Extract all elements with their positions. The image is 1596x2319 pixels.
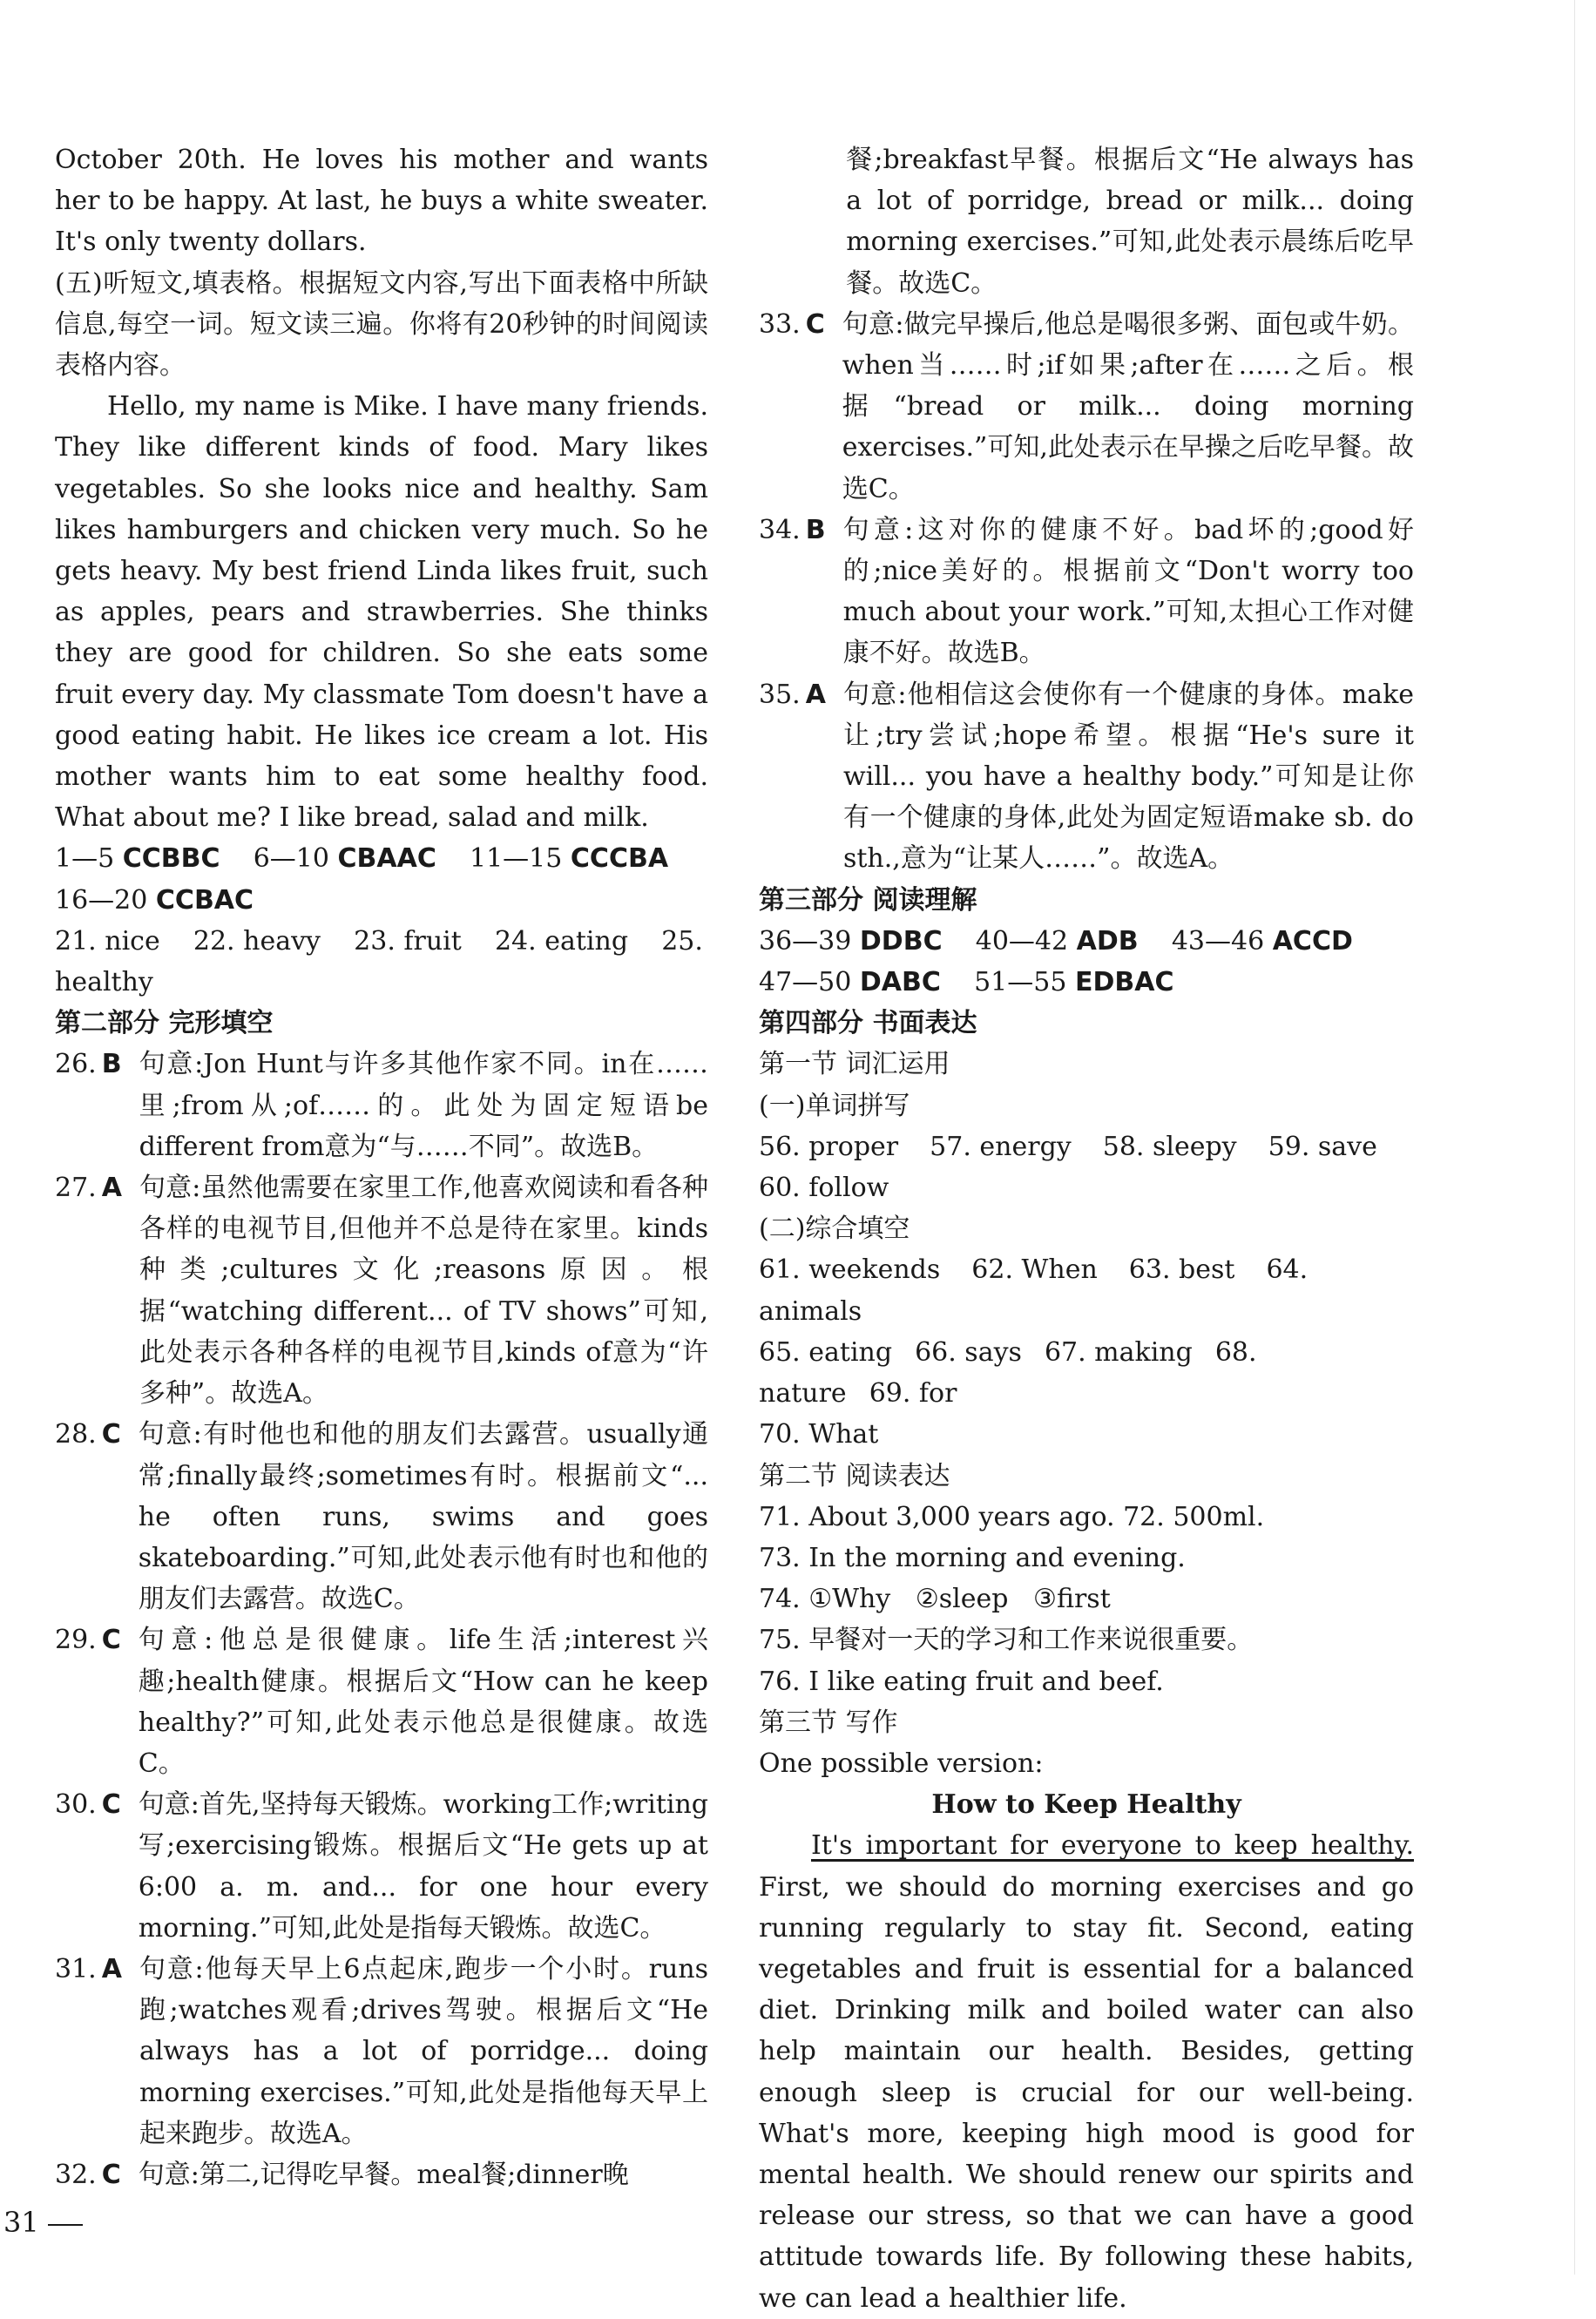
essay-title: How to Keep Healthy: [931, 1789, 1241, 1821]
explanation-q27: 27. A 句意:虽然他需要在家里工作,他喜欢阅读和看各种各样的电视节目,但他并不总是待在家里。kinds种类;cultures文化;reasons原因。根据“watching different... of TV shows”可知,此处表示各种各样的电视节目,kinds of意为“许多种”。故选A。: [55, 1173, 708, 1410]
part3-title: 第三部分 阅读理解: [759, 884, 977, 916]
page-number-dash: [48, 2224, 83, 2226]
answer-74: 74. ①Why ②sleep ③first: [759, 1584, 1111, 1615]
explanation-q31: 31. A 句意:他每天早上6点起床,跑步一个小时。runs跑;watches观看;drives驾驶。根据后文“He always has a lot of porridge... doing morning exercises.”可知,此处是指他每天早上起来跑步。故选A。: [55, 1953, 708, 2149]
explanation-q32: 32. C 句意:第二,记得吃早餐。meal餐;dinner晚: [55, 2159, 629, 2190]
sub1-title: (一)单词拼写: [759, 1090, 910, 1121]
answer-row-1-20: 1—5 CCBBC 6—10 CBAAC 11—15 CCCBA: [55, 843, 669, 875]
right-column: [759, 139, 1414, 2319]
essay-topic-sentence: It's important for everyone to keep healthy.: [811, 1830, 1414, 1862]
page-number: 31: [3, 2206, 83, 2239]
fill-answers-row2: 65. eating 66. says 67. making 68. nature 69. for: [759, 1336, 1257, 1410]
fill-answers-row1: 61. weekends 62. When 63. best 64. animals: [759, 1254, 1309, 1327]
section3-title: 第三节 写作: [759, 1707, 898, 1738]
part2-title: 第二部分 完形填空: [55, 1008, 274, 1039]
explanation-q34: 34. B 句意:这对你的健康不好。bad坏的;good好的;nice美好的。根据前文“Don't worry too much about your work.”可知,太担心工作对健康不好。故选B。: [759, 514, 1414, 669]
explanation-q33: 33. C 句意:做完早操后,他总是喝很多粥、面包或牛奶。when当……时;if如果;after在……之后。根据“bread or milk... doing morning exercises.”可知,此处表示在早操之后吃早餐。故选C。: [759, 308, 1414, 504]
explanation-q30: 30. C 句意:首先,坚持每天锻炼。working工作;writing写;exercising锻炼。根据后文“He gets up at 6:00 a. m. and... for one hour every morning.”可知,此处是指每天锻炼。故选C。: [55, 1789, 708, 1944]
spelling-answers-row2: 60. follow: [759, 1173, 889, 1204]
section2-title: 第二节 阅读表达: [759, 1460, 950, 1491]
explanation-q29: 29. C 句意:他总是很健康。life生活;interest兴趣;health健康。根据后文“How can he keep healthy?”可知,此处表示他总是很健康。故选C。: [55, 1625, 708, 1779]
section1-title: 第一节 词汇运用: [759, 1049, 950, 1080]
explanation-q28: 28. C 句意:有时他也和他的朋友们去露营。usually通常;finally最终;sometimes有时。根据前文“... he often runs, swims and goes skateboarding.”可知,此处表示他有时也和他的朋友们去露营。故选C。: [55, 1419, 708, 1615]
fill-answers-row3: 70. What: [759, 1419, 879, 1450]
spelling-answers-row1: 56. proper 57. energy 58. sleepy 59. save: [759, 1131, 1377, 1162]
listening-text-end: October 20th. He loves his mother and wants her to be happy. At last, he buys a white sweater. It's only twenty dollars.: [55, 145, 708, 258]
answer-76: 76. I like eating fruit and beef.: [759, 1666, 1164, 1697]
answer-73: 73. In the morning and evening.: [759, 1542, 1186, 1573]
explanation-q26: 26. B 句意:Jon Hunt与许多其他作家不同。in在……里;from从;of……的。此处为固定短语be different from意为“与……不同”。故选B。: [55, 1049, 708, 1162]
answer-row-16-20: 16—20 CCBAC: [55, 884, 254, 916]
listening-passage: Hello, my name is Mike. I have many friends. They like different kinds of food. Mary likes vegetables. So she looks nice and healthy. Sam likes hamburgers and chicken very much. So he gets heavy. My best friend Linda likes fruit, such as apples, pears and strawberries. She thinks they are good for children. So she eats some fruit every day. My classmate Tom doesn't have a good eating habit. He likes ice cream a lot. His mother wants him to eat some healthy food. What about me? I like bread, salad and milk.: [55, 391, 708, 834]
part5-instruction: (五)听短文,填表格。根据短文内容,写出下面表格中所缺信息,每空一词。短文读三遍。你将有20秒钟的时间阅读表格内容。: [55, 267, 708, 382]
essay-body: [759, 1825, 1414, 2318]
blanks-21-25: 21. nice 22. heavy 23. fruit 24. eating 25. healthy: [55, 925, 703, 998]
page-edge-rule: [1574, 0, 1575, 2275]
sub2-title: (二)综合填空: [759, 1214, 910, 1245]
answer-row-36-46: 36—39 DDBC 40—42 ADB 43—46 ACCD: [759, 925, 1353, 957]
essay-rest: First, we should do morning exercises and go running regularly to stay fit. Second, eating vegetables and fruit is essential for a balanced diet. Drinking milk and boiled water can also help maintain our health. Besides, getting enough sleep is crucial for our well-being. What's more, keeping high mood is good for mental health. We should renew our spirits and release our stress, so that we can have a good attitude towards life. By following these habits, we can lead a healthier life.: [759, 1871, 1414, 2314]
answer-75: 75. 早餐对一天的学习和工作来说很重要。: [759, 1625, 1254, 1656]
left-column: [55, 139, 708, 2195]
version-label: One possible version:: [759, 1748, 1044, 1779]
answer-71-72: 71. About 3,000 years ago. 72. 500ml.: [759, 1501, 1265, 1532]
explanation-q35: 35. A 句意:他相信这会使你有一个健康的身体。make让;try尝试;hope希望。根据“He's sure it will... you have a healthy body.”可知是让你有一个健康的身体,此处为固定短语make sb. do sth.,意为“让某人……”。故选A。: [759, 679, 1414, 875]
answer-row-47-55: 47—50 DABC 51—55 EDBAC: [759, 967, 1174, 998]
explanation-q32-continued: 餐;breakfast早餐。根据后文“He always has a lot of porridge, bread or milk... doing morning exercises.”可知,此处表示晨练后吃早餐。故选C。: [846, 145, 1414, 299]
part4-title: 第四部分 书面表达: [759, 1008, 977, 1039]
